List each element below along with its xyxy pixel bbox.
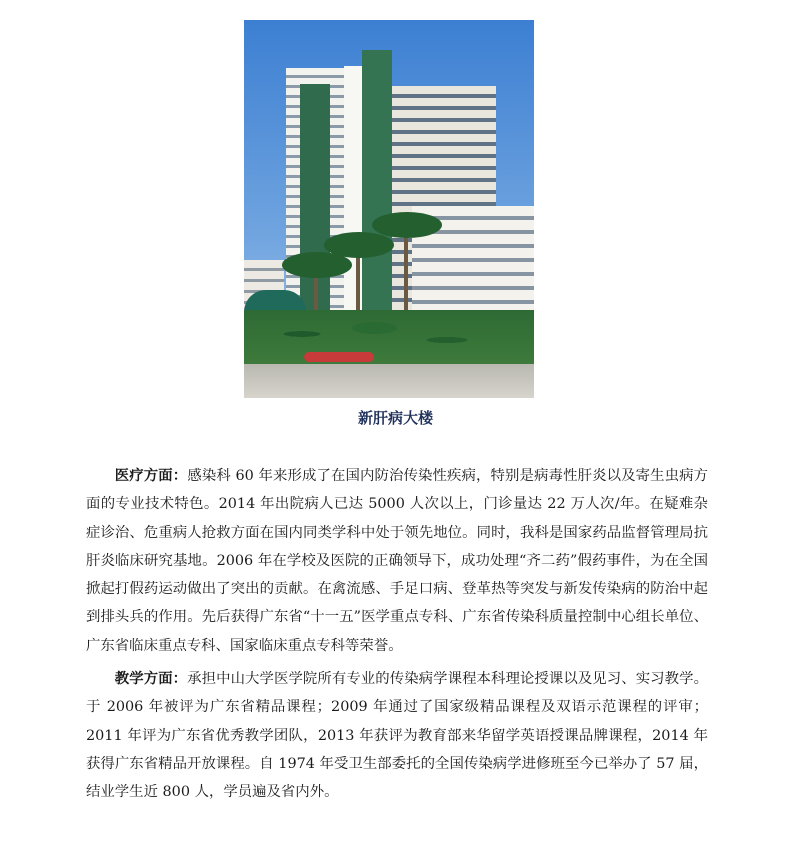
article-body: [86, 462, 708, 807]
flower-bed: [304, 352, 374, 362]
shrubbery: [244, 310, 534, 370]
paragraph-medical: [86, 462, 708, 660]
entrance-canopy: [244, 290, 306, 312]
palm-fronds: [372, 212, 442, 238]
paragraph-text: 承担中山大学医学院所有专业的传染病学课程本科理论授课以及见习、实习教学。于 2006 年被评为广东省精品课程；2009 年通过了国家级精品课程及双语示范课程的评审；2011 年评为广东省优秀教学团队，2013 年获评为教育部来华留学英语授课品牌课程，2014 年获得广东省精品开放课程。自 1974 年受卫生部委托的全国传染病学进修班至今已举办了 57 届，结业学生近 800 人，学员遍及省内外。: [86, 671, 708, 801]
plaza-ground: [244, 364, 534, 398]
figure-caption: 新肝病大楼: [357, 409, 433, 427]
paragraph-text: 感染科 60 年来形成了在国内防治传染性疾病，特别是病毒性肝炎以及寄生虫病方面的专业技术特色。2014 年出院病人已达 5000 人次以上，门诊量达 22 万人次/年。在疑难杂症诊治、危重病人抢救方面在国内同类学科中处于领先地位。同时，我科是国家药品监督管理局抗肝炎临床研究基地。2006 年在学校及医院的正确领导下，成功处理“齐二药”假药事件，为在全国掀起打假药运动做出了突出的贡献。在禽流感、手足口病、登革热等突发与新发传染病的防治中起到排头兵的作用。先后获得广东省“十一五”医学重点专科、广东省传染科质量控制中心组长单位、广东省临床重点专科、国家临床重点专科等荣誉。: [86, 468, 708, 654]
paragraph-heading: 医疗方面：: [114, 467, 188, 484]
hospital-building-photo: [244, 20, 534, 398]
palm-fronds: [324, 232, 394, 258]
paragraph-heading: 教学方面：: [114, 670, 188, 688]
paragraph-teaching: [86, 665, 708, 806]
